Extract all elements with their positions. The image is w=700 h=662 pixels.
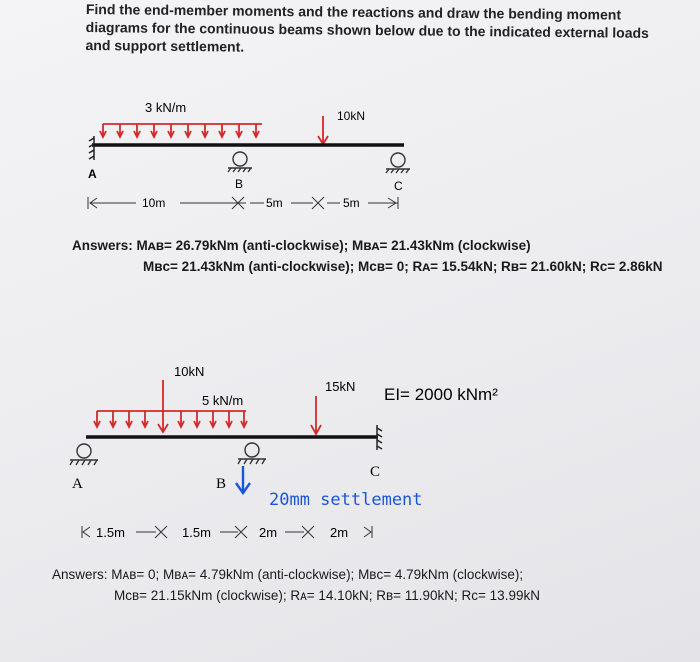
beam2-settlement-label: 20mm settlement [269, 490, 423, 510]
beam2-dim-1: 1.5m [96, 525, 125, 540]
beam1-support-c-label: C [394, 179, 403, 193]
problem-statement: Find the end-member moments and the reactions and draw the bending moment diagrams for the continuous beams shown below due to the indicated external loads and support settlement. [85, 0, 649, 55]
beam2-ei-label: EI= 2000 kNm² [384, 385, 498, 404]
beam2-dim-4: 2m [330, 525, 349, 540]
beam1-support-a-label: A [88, 167, 97, 181]
beam1-answers-line1: Answers: Mᴀʙ= 26.79kNm (anti-clockwise); Mʙᴀ= 21.43kNm (clockwise) [72, 238, 531, 253]
beam1-answers-line2: Mʙᴄ= 21.43kNm (anti-clockwise); Mᴄʙ= 0; Rᴀ= 15.54kN; Rʙ= 21.60kN; Rᴄ= 2.86kN [143, 259, 663, 274]
beam2-fixed-support-c [377, 425, 382, 450]
beam2-udl-label: 5 kN/m [202, 393, 244, 408]
beam2-support-c-label: C [370, 464, 381, 480]
beam2-dimension-line [82, 526, 372, 538]
beam2-support-a [70, 444, 98, 465]
beam1-dim-3: 5m [343, 196, 360, 210]
beam1-dim-1: 10m [142, 196, 166, 210]
beam2-dim-2: 1.5m [182, 525, 211, 540]
beam2-answers-line2: Mᴄʙ= 21.15kNm (clockwise); Rᴀ= 14.10kN; Rʙ= 11.90kN; Rᴄ= 13.99kN [114, 588, 540, 603]
beam1-udl-label: 3 kN/m [145, 100, 187, 115]
beam2-dim-3: 2m [259, 525, 278, 540]
beam1-support-b-label: B [235, 177, 244, 191]
beam2-point-load-2-label: 15kN [325, 379, 356, 394]
beam2-support-b-label: B [216, 476, 227, 492]
beam1-point-load-label: 10kN [337, 109, 366, 123]
beam2-support-a-label: A [72, 476, 83, 492]
beam1-dim-2: 5m [266, 196, 283, 210]
beam2-answers-line1: Answers: Mᴀʙ= 0; Mʙᴀ= 4.79kNm (anti-clockwise); Mʙᴄ= 4.79kNm (clockwise); [52, 567, 524, 582]
beam2-settlement-arrow [236, 466, 250, 493]
beam2-support-b [238, 443, 266, 464]
beam2-point-load-1-arrow [158, 380, 168, 432]
beam2-point-load-2-arrow [311, 396, 321, 434]
beam2-point-load-1-label: 10kN [174, 364, 205, 379]
beam2-udl-arrows [94, 411, 247, 427]
